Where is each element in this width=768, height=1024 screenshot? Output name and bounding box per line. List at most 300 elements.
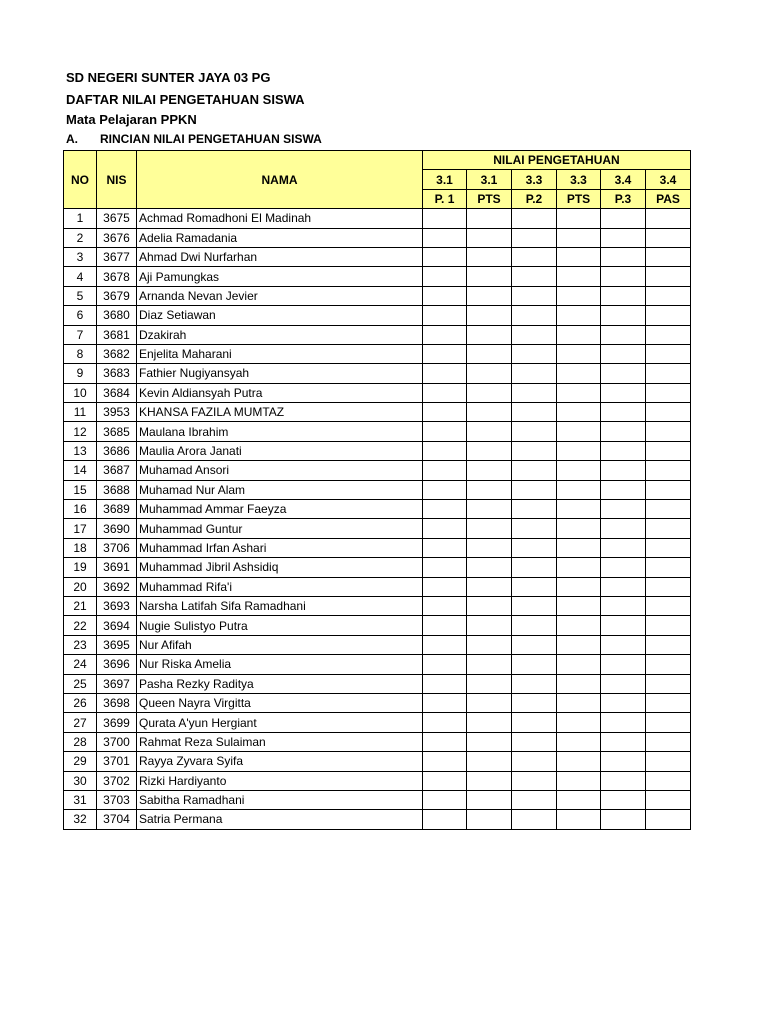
row-nama-cell: Nugie Sulistyo Putra xyxy=(137,616,423,635)
col-header-nama: NAMA xyxy=(137,151,423,209)
row-nama-cell: Muhammad Jibril Ashsidiq xyxy=(137,558,423,577)
row-nama-cell: Muhamad Ansori xyxy=(137,461,423,480)
grades-table xyxy=(63,150,691,830)
row-no-cell: 15 xyxy=(64,480,97,499)
table-row xyxy=(64,228,691,247)
grade-cell[interactable] xyxy=(557,480,601,499)
grade-cell[interactable] xyxy=(557,286,601,305)
grade-cell[interactable] xyxy=(557,422,601,441)
row-nama-cell: Dzakirah xyxy=(137,325,423,344)
grade-cell[interactable] xyxy=(512,519,557,538)
grade-cell[interactable] xyxy=(557,247,601,266)
grade-cell[interactable] xyxy=(557,228,601,247)
grade-cell[interactable] xyxy=(467,344,512,363)
grade-cell[interactable] xyxy=(512,480,557,499)
table-row xyxy=(64,403,691,422)
grade-cell[interactable] xyxy=(601,635,646,654)
row-nama-cell: Maulana Ibrahim xyxy=(137,422,423,441)
row-no-cell: 23 xyxy=(64,635,97,654)
grade-cell[interactable] xyxy=(423,693,467,712)
grade-cell[interactable] xyxy=(601,752,646,771)
grade-cell[interactable] xyxy=(423,519,467,538)
row-no-cell: 32 xyxy=(64,810,97,829)
grade-cell[interactable] xyxy=(512,267,557,286)
grade-cell[interactable] xyxy=(467,693,512,712)
row-nis-cell: 3696 xyxy=(97,655,137,674)
grade-cell[interactable] xyxy=(467,616,512,635)
grade-cell[interactable] xyxy=(512,209,557,228)
grade-cell[interactable] xyxy=(601,616,646,635)
grade-cell[interactable] xyxy=(512,752,557,771)
grade-cell[interactable] xyxy=(646,364,691,383)
grade-cell[interactable] xyxy=(423,306,467,325)
grade-cell[interactable] xyxy=(646,635,691,654)
row-no-cell: 11 xyxy=(64,403,97,422)
row-no-cell: 18 xyxy=(64,538,97,557)
row-nis-cell: 3677 xyxy=(97,247,137,266)
grade-cell[interactable] xyxy=(423,596,467,615)
kd-header-cell: 3.4 xyxy=(646,170,691,189)
row-nis-cell: 3686 xyxy=(97,441,137,460)
grade-cell[interactable] xyxy=(557,519,601,538)
grade-cell[interactable] xyxy=(646,247,691,266)
grade-cell[interactable] xyxy=(512,693,557,712)
grade-cell[interactable] xyxy=(512,577,557,596)
grade-cell[interactable] xyxy=(512,655,557,674)
grade-cell[interactable] xyxy=(557,403,601,422)
row-nama-cell: Muhammad Guntur xyxy=(137,519,423,538)
grade-cell[interactable] xyxy=(467,655,512,674)
grade-cell[interactable] xyxy=(646,344,691,363)
grade-cell[interactable] xyxy=(557,306,601,325)
grade-cell[interactable] xyxy=(467,810,512,829)
row-no-cell: 26 xyxy=(64,693,97,712)
row-no-cell: 21 xyxy=(64,596,97,615)
row-no-cell: 5 xyxy=(64,286,97,305)
grade-cell[interactable] xyxy=(467,267,512,286)
grade-cell[interactable] xyxy=(467,306,512,325)
grade-cell[interactable] xyxy=(512,790,557,809)
grade-cell[interactable] xyxy=(601,247,646,266)
table-row xyxy=(64,364,691,383)
grade-cell[interactable] xyxy=(557,441,601,460)
grade-cell[interactable] xyxy=(557,732,601,751)
grade-cell[interactable] xyxy=(557,209,601,228)
grade-cell[interactable] xyxy=(646,732,691,751)
grade-cell[interactable] xyxy=(467,364,512,383)
grade-cell[interactable] xyxy=(646,422,691,441)
grade-cell[interactable] xyxy=(467,403,512,422)
grade-cell[interactable] xyxy=(601,713,646,732)
table-row xyxy=(64,383,691,402)
table-row xyxy=(64,752,691,771)
grade-cell[interactable] xyxy=(423,752,467,771)
grade-cell[interactable] xyxy=(601,771,646,790)
row-nis-cell: 3690 xyxy=(97,519,137,538)
grade-cell[interactable] xyxy=(646,558,691,577)
row-nama-cell: Fathier Nugiyansyah xyxy=(137,364,423,383)
grade-cell[interactable] xyxy=(557,267,601,286)
kd-header-cell: 3.3 xyxy=(512,170,557,189)
grade-cell[interactable] xyxy=(512,403,557,422)
grade-cell[interactable] xyxy=(601,810,646,829)
row-nis-cell: 3691 xyxy=(97,558,137,577)
row-no-cell: 3 xyxy=(64,247,97,266)
grade-cell[interactable] xyxy=(423,480,467,499)
grade-cell[interactable] xyxy=(646,810,691,829)
grade-cell[interactable] xyxy=(557,538,601,557)
grade-cell[interactable] xyxy=(601,790,646,809)
grade-cell[interactable] xyxy=(512,383,557,402)
grade-cell[interactable] xyxy=(512,635,557,654)
grade-cell[interactable] xyxy=(423,655,467,674)
grade-cell[interactable] xyxy=(423,500,467,519)
grade-cell[interactable] xyxy=(646,383,691,402)
kd-header-cell: 3.1 xyxy=(467,170,512,189)
grade-cell[interactable] xyxy=(646,480,691,499)
row-nama-cell: Enjelita Maharani xyxy=(137,344,423,363)
grade-cell[interactable] xyxy=(557,655,601,674)
row-nama-cell: Muhammad Irfan Ashari xyxy=(137,538,423,557)
row-nama-cell: Kevin Aldiansyah Putra xyxy=(137,383,423,402)
grade-cell[interactable] xyxy=(601,655,646,674)
row-no-cell: 27 xyxy=(64,713,97,732)
grade-cell[interactable] xyxy=(557,635,601,654)
grade-cell[interactable] xyxy=(512,441,557,460)
grade-cell[interactable] xyxy=(423,538,467,557)
grade-cell[interactable] xyxy=(467,519,512,538)
grade-cell[interactable] xyxy=(646,752,691,771)
table-row xyxy=(64,422,691,441)
grade-cell[interactable] xyxy=(423,403,467,422)
table-row xyxy=(64,480,691,499)
row-nama-cell: Satria Permana xyxy=(137,810,423,829)
grade-cell[interactable] xyxy=(646,693,691,712)
grade-cell[interactable] xyxy=(646,771,691,790)
row-no-cell: 12 xyxy=(64,422,97,441)
grade-cell[interactable] xyxy=(646,790,691,809)
grade-cell[interactable] xyxy=(512,732,557,751)
grade-cell[interactable] xyxy=(601,306,646,325)
grade-cell[interactable] xyxy=(512,228,557,247)
grade-cell[interactable] xyxy=(423,810,467,829)
grade-cell[interactable] xyxy=(512,461,557,480)
row-no-cell: 16 xyxy=(64,500,97,519)
row-no-cell: 22 xyxy=(64,616,97,635)
row-no-cell: 13 xyxy=(64,441,97,460)
grade-cell[interactable] xyxy=(601,267,646,286)
assessment-header-cell: PTS xyxy=(467,189,512,208)
grade-cell[interactable] xyxy=(646,577,691,596)
grade-cell[interactable] xyxy=(646,209,691,228)
section-heading xyxy=(66,132,322,146)
grade-cell[interactable] xyxy=(467,383,512,402)
document-title: DAFTAR NILAI PENGETAHUAN SISWA xyxy=(66,92,305,107)
row-nis-cell: 3702 xyxy=(97,771,137,790)
table-row xyxy=(64,500,691,519)
grade-cell[interactable] xyxy=(512,286,557,305)
table-row xyxy=(64,693,691,712)
grade-cell[interactable] xyxy=(601,344,646,363)
grade-cell[interactable] xyxy=(423,790,467,809)
row-nis-cell: 3681 xyxy=(97,325,137,344)
grade-cell[interactable] xyxy=(467,286,512,305)
grade-cell[interactable] xyxy=(601,441,646,460)
grade-cell[interactable] xyxy=(423,674,467,693)
grade-cell[interactable] xyxy=(467,209,512,228)
grade-cell[interactable] xyxy=(557,713,601,732)
row-no-cell: 7 xyxy=(64,325,97,344)
row-nis-cell: 3688 xyxy=(97,480,137,499)
row-nama-cell: Adelia Ramadania xyxy=(137,228,423,247)
grade-cell[interactable] xyxy=(423,713,467,732)
row-no-cell: 6 xyxy=(64,306,97,325)
grade-cell[interactable] xyxy=(467,732,512,751)
grade-cell[interactable] xyxy=(423,344,467,363)
row-nis-cell: 3698 xyxy=(97,693,137,712)
assessment-header-cell: P. 1 xyxy=(423,189,467,208)
row-nis-cell: 3706 xyxy=(97,538,137,557)
grade-cell[interactable] xyxy=(467,247,512,266)
table-row xyxy=(64,519,691,538)
grade-cell[interactable] xyxy=(512,422,557,441)
grade-cell[interactable] xyxy=(646,286,691,305)
row-nis-cell: 3704 xyxy=(97,810,137,829)
row-no-cell: 17 xyxy=(64,519,97,538)
table-row xyxy=(64,286,691,305)
grade-cell[interactable] xyxy=(467,752,512,771)
grade-cell[interactable] xyxy=(467,480,512,499)
section-title: RINCIAN NILAI PENGETAHUAN SISWA xyxy=(100,132,322,146)
row-nis-cell: 3694 xyxy=(97,616,137,635)
grade-cell[interactable] xyxy=(601,596,646,615)
grade-cell[interactable] xyxy=(601,325,646,344)
grade-cell[interactable] xyxy=(557,596,601,615)
grade-cell[interactable] xyxy=(557,616,601,635)
grade-cell[interactable] xyxy=(423,422,467,441)
grade-cell[interactable] xyxy=(423,441,467,460)
grade-cell[interactable] xyxy=(646,441,691,460)
grade-cell[interactable] xyxy=(467,790,512,809)
row-nama-cell: Nur Riska Amelia xyxy=(137,655,423,674)
col-header-no: NO xyxy=(64,151,97,209)
grade-cell[interactable] xyxy=(601,577,646,596)
grade-cell[interactable] xyxy=(601,732,646,751)
table-row xyxy=(64,713,691,732)
row-nama-cell: Sabitha Ramadhani xyxy=(137,790,423,809)
row-no-cell: 10 xyxy=(64,383,97,402)
grade-cell[interactable] xyxy=(646,713,691,732)
grade-cell[interactable] xyxy=(601,558,646,577)
grade-cell[interactable] xyxy=(423,364,467,383)
row-nama-cell: Rayya Zyvara Syifa xyxy=(137,752,423,771)
grade-cell[interactable] xyxy=(646,616,691,635)
grade-cell[interactable] xyxy=(646,228,691,247)
grade-cell[interactable] xyxy=(467,441,512,460)
grade-cell[interactable] xyxy=(512,810,557,829)
row-nis-cell: 3683 xyxy=(97,364,137,383)
grade-cell[interactable] xyxy=(512,674,557,693)
row-nama-cell: Muhamad Nur Alam xyxy=(137,480,423,499)
grade-cell[interactable] xyxy=(557,790,601,809)
grade-cell[interactable] xyxy=(601,403,646,422)
grade-cell[interactable] xyxy=(601,383,646,402)
assessment-header-cell: P.2 xyxy=(512,189,557,208)
grade-cell[interactable] xyxy=(601,422,646,441)
table-row xyxy=(64,209,691,228)
grade-cell[interactable] xyxy=(423,247,467,266)
grade-cell[interactable] xyxy=(601,364,646,383)
row-nama-cell: Rahmat Reza Sulaiman xyxy=(137,732,423,751)
grade-cell[interactable] xyxy=(423,771,467,790)
grade-cell[interactable] xyxy=(557,325,601,344)
table-row xyxy=(64,616,691,635)
grade-cell[interactable] xyxy=(467,538,512,557)
grade-cell[interactable] xyxy=(646,500,691,519)
grade-cell[interactable] xyxy=(423,209,467,228)
grade-cell[interactable] xyxy=(423,383,467,402)
grade-cell[interactable] xyxy=(423,577,467,596)
row-no-cell: 30 xyxy=(64,771,97,790)
grade-cell[interactable] xyxy=(557,752,601,771)
grade-cell[interactable] xyxy=(601,461,646,480)
kd-header-cell: 3.3 xyxy=(557,170,601,189)
table-row xyxy=(64,247,691,266)
grade-cell[interactable] xyxy=(512,247,557,266)
grade-cell[interactable] xyxy=(557,577,601,596)
row-nama-cell: Achmad Romadhoni El Madinah xyxy=(137,209,423,228)
grade-cell[interactable] xyxy=(601,286,646,305)
row-nis-cell: 3697 xyxy=(97,674,137,693)
row-no-cell: 1 xyxy=(64,209,97,228)
grade-cell[interactable] xyxy=(423,616,467,635)
row-no-cell: 4 xyxy=(64,267,97,286)
table-row xyxy=(64,635,691,654)
row-nis-cell: 3701 xyxy=(97,752,137,771)
grade-cell[interactable] xyxy=(423,267,467,286)
row-nama-cell: Narsha Latifah Sifa Ramadhani xyxy=(137,596,423,615)
row-nis-cell: 3679 xyxy=(97,286,137,305)
table-row xyxy=(64,732,691,751)
grade-cell[interactable] xyxy=(467,228,512,247)
row-nama-cell: Maulia Arora Janati xyxy=(137,441,423,460)
row-nama-cell: Pasha Rezky Raditya xyxy=(137,674,423,693)
grade-cell[interactable] xyxy=(423,325,467,344)
grade-cell[interactable] xyxy=(467,325,512,344)
grade-cell[interactable] xyxy=(646,538,691,557)
grade-cell[interactable] xyxy=(512,538,557,557)
grade-cell[interactable] xyxy=(646,267,691,286)
grade-cell[interactable] xyxy=(467,635,512,654)
grade-cell[interactable] xyxy=(423,558,467,577)
grade-cell[interactable] xyxy=(467,713,512,732)
grade-cell[interactable] xyxy=(423,286,467,305)
grade-cell[interactable] xyxy=(557,693,601,712)
table-row xyxy=(64,267,691,286)
grade-cell[interactable] xyxy=(467,500,512,519)
grade-cell[interactable] xyxy=(557,500,601,519)
grade-cell[interactable] xyxy=(423,461,467,480)
grade-cell[interactable] xyxy=(646,403,691,422)
grade-cell[interactable] xyxy=(557,344,601,363)
row-nis-cell: 3678 xyxy=(97,267,137,286)
grade-cell[interactable] xyxy=(601,519,646,538)
grade-cell[interactable] xyxy=(467,771,512,790)
grade-cell[interactable] xyxy=(467,422,512,441)
subject-name: Mata Pelajaran PPKN xyxy=(66,112,197,127)
row-nis-cell: 3675 xyxy=(97,209,137,228)
grade-cell[interactable] xyxy=(512,713,557,732)
grade-cell[interactable] xyxy=(646,596,691,615)
table-row xyxy=(64,771,691,790)
grade-cell[interactable] xyxy=(646,461,691,480)
grade-cell[interactable] xyxy=(646,674,691,693)
row-no-cell: 28 xyxy=(64,732,97,751)
row-no-cell: 25 xyxy=(64,674,97,693)
grade-cell[interactable] xyxy=(557,364,601,383)
grade-cell[interactable] xyxy=(601,228,646,247)
grade-cell[interactable] xyxy=(423,635,467,654)
grade-cell[interactable] xyxy=(646,306,691,325)
grade-cell[interactable] xyxy=(512,616,557,635)
grade-cell[interactable] xyxy=(467,596,512,615)
grade-cell[interactable] xyxy=(467,461,512,480)
assessment-header-cell: PTS xyxy=(557,189,601,208)
row-nis-cell: 3689 xyxy=(97,500,137,519)
grade-cell[interactable] xyxy=(512,500,557,519)
row-nama-cell: Ahmad Dwi Nurfarhan xyxy=(137,247,423,266)
grade-cell[interactable] xyxy=(646,325,691,344)
kd-header-cell: 3.1 xyxy=(423,170,467,189)
table-row xyxy=(64,577,691,596)
grade-cell[interactable] xyxy=(601,538,646,557)
grade-cell[interactable] xyxy=(601,693,646,712)
grade-cell[interactable] xyxy=(601,209,646,228)
row-nama-cell: Qurata A'yun Hergiant xyxy=(137,713,423,732)
grade-cell[interactable] xyxy=(467,558,512,577)
table-row xyxy=(64,596,691,615)
table-row xyxy=(64,441,691,460)
grade-cell[interactable] xyxy=(557,558,601,577)
row-nama-cell: Arnanda Nevan Jevier xyxy=(137,286,423,305)
grade-cell[interactable] xyxy=(557,674,601,693)
grade-cell[interactable] xyxy=(601,674,646,693)
grade-cell[interactable] xyxy=(512,325,557,344)
grade-cell[interactable] xyxy=(512,558,557,577)
grade-cell[interactable] xyxy=(512,771,557,790)
grade-cell[interactable] xyxy=(423,732,467,751)
grade-cell[interactable] xyxy=(601,500,646,519)
grade-cell[interactable] xyxy=(467,674,512,693)
grade-cell[interactable] xyxy=(467,577,512,596)
grade-cell[interactable] xyxy=(512,596,557,615)
grade-cell[interactable] xyxy=(512,364,557,383)
grade-cell[interactable] xyxy=(557,771,601,790)
row-no-cell: 29 xyxy=(64,752,97,771)
grade-cell[interactable] xyxy=(646,655,691,674)
grade-cell[interactable] xyxy=(512,306,557,325)
grade-cell[interactable] xyxy=(512,344,557,363)
row-no-cell: 19 xyxy=(64,558,97,577)
grade-cell[interactable] xyxy=(557,461,601,480)
grade-cell[interactable] xyxy=(601,480,646,499)
grade-cell[interactable] xyxy=(423,228,467,247)
grade-cell[interactable] xyxy=(557,810,601,829)
row-no-cell: 8 xyxy=(64,344,97,363)
row-no-cell: 2 xyxy=(64,228,97,247)
grade-cell[interactable] xyxy=(646,519,691,538)
grade-cell[interactable] xyxy=(557,383,601,402)
